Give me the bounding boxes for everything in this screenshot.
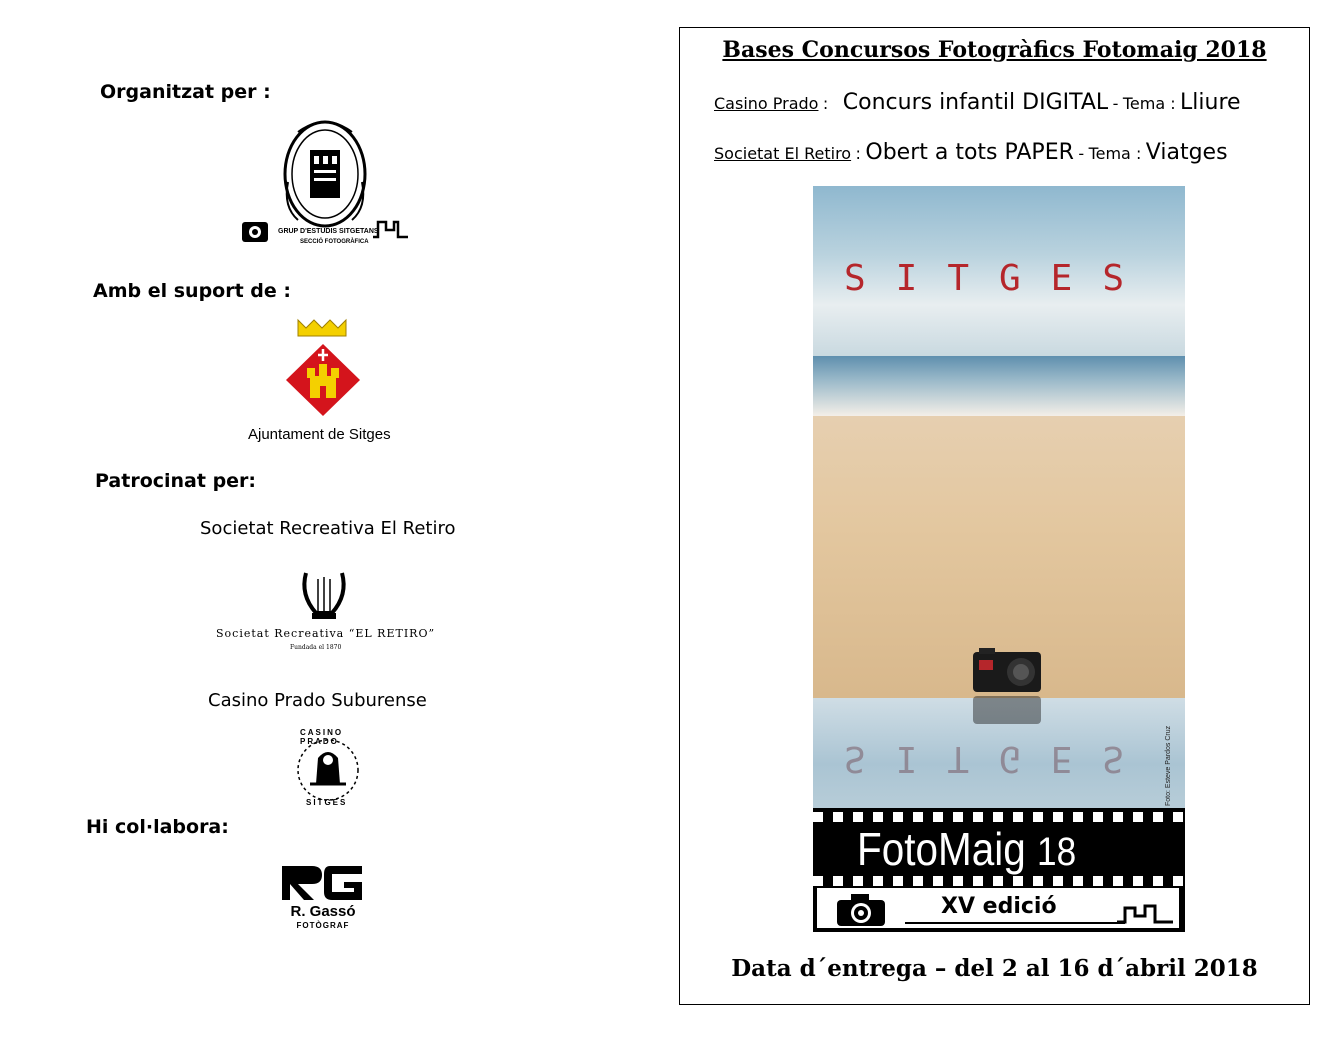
sitges-reflection: SITGES: [843, 738, 1155, 779]
tema-label: Tema :: [1088, 144, 1142, 163]
gasso-logo: [268, 862, 378, 934]
contest-casino: Concurs infantil DIGITAL: [842, 90, 1109, 115]
ajuntament-logo: [248, 318, 403, 448]
edition-strip: [817, 888, 1179, 928]
ges-logo-subtext: SECCIÓ FOTOGRÀFICA: [300, 239, 369, 245]
separator: :: [822, 94, 829, 113]
casino-logo-bottom: SITGES: [306, 798, 348, 807]
tema-casino: Lliure: [1180, 90, 1241, 115]
ges-logo-text: GRUP D'ESTUDIS SITGETANS: [278, 228, 379, 235]
sitges-heading: SITGES: [843, 258, 1155, 299]
film-perforations-mid: [813, 876, 1185, 886]
fotomaig-number: 18: [1036, 830, 1077, 874]
sponsor-casino: Casino Prado Suburense: [208, 690, 427, 711]
photo-credit: Foto: Esteve Pardos Cruz: [1165, 725, 1172, 806]
retiro-logo-subtext: Fundada el 1870: [290, 644, 342, 651]
contest-line-casino: [714, 90, 1241, 115]
retiro-logo-text: Societat Recreativa “EL RETIRO”: [216, 627, 436, 640]
venue-retiro: Societat El Retiro: [714, 144, 852, 163]
camera-icon: [969, 644, 1045, 728]
ajuntament-label: Ajuntament de Sitges: [248, 426, 391, 443]
fotomaig-banner: [813, 808, 1185, 932]
separator: :: [855, 144, 861, 163]
edition-underline: [905, 922, 1125, 924]
sponsored-heading: Patrocinat per:: [95, 470, 257, 492]
support-heading: Amb el suport de :: [93, 280, 291, 302]
gasso-name: R. Gassó: [290, 903, 356, 920]
dash: -: [1078, 144, 1085, 163]
wave-foam: [813, 356, 1185, 416]
organized-by-heading: Organitzat per :: [100, 81, 271, 103]
contest-panel: [679, 27, 1310, 1005]
gasso-subtitle: FOTÒGRAF: [296, 921, 350, 930]
ges-logo: [238, 112, 413, 252]
fotomaig-word: FotoMaig: [857, 823, 1026, 875]
tema-label: Tema :: [1122, 94, 1176, 113]
film-perforations-top: [813, 812, 1185, 822]
edition-label: XV edició: [941, 894, 1057, 919]
venue-casino: Casino Prado: [714, 94, 819, 113]
lyre-icon: [294, 565, 354, 625]
collaborates-heading: Hi col·labora:: [86, 816, 229, 838]
contest-retiro: Obert a tots PAPER: [865, 140, 1074, 165]
casino-logo: [282, 728, 374, 812]
contest-line-retiro: [714, 140, 1228, 165]
dslr-camera-icon: [835, 890, 887, 928]
beach-poster-photo: [813, 186, 1185, 808]
sponsor-retiro: Societat Recreativa El Retiro: [200, 518, 456, 539]
fotomaig-logo: [857, 822, 1076, 876]
delivery-deadline: Data d´entrega – del 2 al 16 d´abril 2018: [731, 955, 1258, 982]
dash: -: [1112, 94, 1119, 113]
rg-monogram-icon: [268, 862, 378, 902]
contest-title: Bases Concursos Fotogràfics Fotomaig 2018: [722, 37, 1267, 63]
tema-retiro: Viatges: [1145, 140, 1228, 165]
retiro-logo: [212, 565, 436, 660]
skyline-icon: [1115, 896, 1175, 926]
casino-logo-top: CASINO PRADO: [300, 728, 344, 746]
sitges-coat-of-arms-icon: [248, 318, 403, 428]
